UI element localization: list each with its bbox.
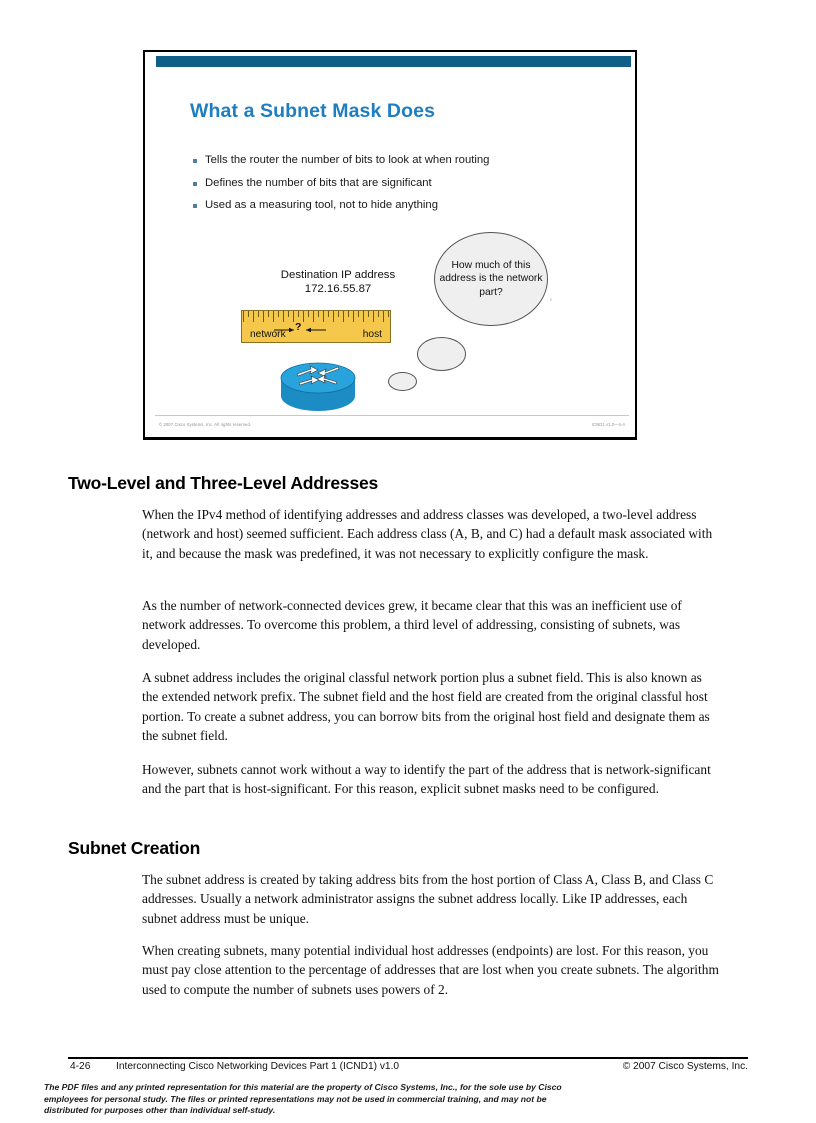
thought-bubble-large [434,232,548,326]
page-heading-two-level: Two-Level and Three-Level Addresses [68,473,379,493]
footer-divider [68,1057,748,1059]
ruler-graphic [241,310,391,343]
ruler-tick-marks [242,311,390,322]
thought-bubble-small [388,372,417,391]
footer-copyright: © 2007 Cisco Systems, Inc. [622,1061,748,1072]
course-title: Interconnecting Cisco Networking Devices Part 1 (ICND1) v1.0 [116,1061,400,1072]
slide-title: What a Subnet Mask Does [190,100,436,122]
router-icon [277,352,359,418]
slide-identifier: ICND1 v1.0—4-4 [591,422,625,427]
paragraph: As the number of network-connected devices grew, it became clear that this was an inefficient use of network addresses. To overcome this problem, a third level of addressing, consisting of subnets, was developed. [142,598,682,652]
page-heading-subnet-creation: Subnet Creation [68,838,201,858]
paragraph: The subnet address is created by taking address bits from the host portion of Class A, Class B, and Class C addresses. Usually a network administrator assigns the subnet address locally. Like IP addresses, each subnet address must be unique. [142,872,714,926]
bullet-text: Tells the router the number of bits to look at when routing [205,154,490,166]
destination-ip-label [245,268,431,297]
legal-disclaimer: The PDF files and any printed representation for this material are the property of Cisco Systems, Inc., for the sole use by Cisco employees for personal study. The files or printed representations may not be used in commercial training, and may not be distributed for purposes other than individual self-study. [44,1082,562,1116]
paragraph: However, subnets cannot work without a way to identify the part of the address that is network-significant and the part that is host-significant. For this reason, explicit subnet masks need to be configured. [142,762,711,797]
destination-ip-caption: Destination IP address [280,269,396,281]
thought-bubble-text: How much of this address is the network part? [439,259,543,298]
subnet-mask-diagram [145,52,635,438]
ruler-network-label: network [250,329,286,340]
destination-ip-value: 172.16.55.87 [304,283,372,296]
bullet-text: Used as a measuring tool, not to hide anything [205,199,438,211]
page-number: 4-26 [70,1061,91,1072]
slide-copyright: © 2007 Cisco Systems, Inc. All rights reserved. [159,422,252,427]
paragraph: When creating subnets, many potential individual host addresses (endpoints) are lost. For this reason, you must pay close attention to the percentage of addresses that are lost when you create subnets. The algorithm used to compute the number of subnets uses powers of 2. [142,943,719,997]
slide-footer-divider [155,415,629,416]
slide-bottom-band [145,437,635,440]
bullet-text: Defines the number of bits that are significant [205,176,432,189]
paragraph: A subnet address includes the original classful network portion plus a subnet field. This is also known as the extended network prefix. The subnet field and the host field are created from the original classful host portion. To create a subnet address, you can borrow bits from the original host field and designate them as the subnet field. [142,670,710,744]
micro-artifact-text: iii [549,298,553,302]
slide-figure [143,50,637,440]
ruler-host-label: host [362,329,382,340]
thought-bubble-medium [417,337,466,371]
paragraph: When the IPv4 method of identifying addresses and address classes was developed, a two-level address (network and host) seemed sufficient. Each address class (A, B, and C) had a default mask associated with it, and because the mask was predefined, it was not necessary to explicitly configure the mask. [142,507,713,561]
ruler-question-mark: ? [295,321,302,333]
